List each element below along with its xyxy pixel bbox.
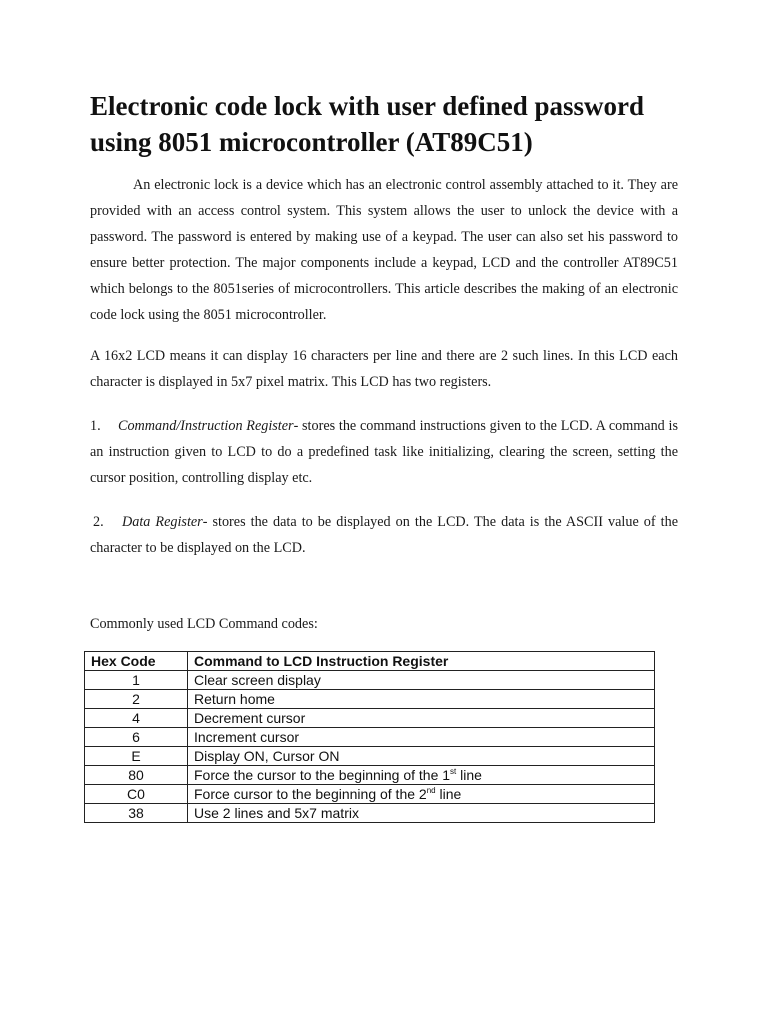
register-name: Data Register xyxy=(122,514,203,530)
hex-code-cell: E xyxy=(85,747,188,766)
command-text: Decrement cursor xyxy=(194,710,306,726)
column-header-hex-code: Hex Code xyxy=(85,652,188,671)
ordinal-superscript: nd xyxy=(426,786,436,795)
register-name: Command/Instruction Register xyxy=(118,418,294,434)
table-row xyxy=(85,747,655,766)
table-row xyxy=(85,728,655,747)
command-text: Increment cursor xyxy=(194,729,300,745)
register-item-command xyxy=(90,413,678,491)
register-number: 1. xyxy=(90,418,101,434)
command-text: Force cursor to the beginning of the 2 xyxy=(194,786,427,802)
intro-paragraph: An electronic lock is a device which has an electronic control assembly attached to it. They are provided with an access control system. This system allows the user to unlock the device with a password. The password is entered by making use of a keypad. The user can also set his password to ensure better protection. The major components include a keypad, LCD and the controller AT89C51 which belongs to the 8051series of microcontrollers. This article describes the making of an electronic code lock using the 8051 microcontroller. xyxy=(90,177,678,323)
hex-code-cell: 4 xyxy=(85,709,188,728)
table-row xyxy=(85,709,655,728)
table-header-row xyxy=(85,652,655,671)
register-description: - stores the command instructions given to the LCD. A command is an instruction given to LCD to do a predefined task like initializing, clearing the screen, setting the cursor position, controlling display etc. xyxy=(90,418,678,486)
table-row xyxy=(85,804,655,823)
document-title: Electronic code lock with user defined password using 8051 microcontroller (AT89C51) xyxy=(90,91,645,157)
register-description: - stores the data to be displayed on the LCD. The data is the ASCII value of the character to be displayed on the LCD. xyxy=(90,514,678,556)
command-cell xyxy=(188,690,655,709)
lcd-command-table xyxy=(84,651,655,823)
hex-code-cell: 2 xyxy=(85,690,188,709)
ordinal-superscript: st xyxy=(450,767,457,776)
command-cell xyxy=(188,785,655,804)
hex-code-cell: 38 xyxy=(85,804,188,823)
command-text: Clear screen display xyxy=(194,672,321,688)
table-caption: Commonly used LCD Command codes: xyxy=(90,616,318,632)
hex-code-cell: 1 xyxy=(85,671,188,690)
hex-code-cell: C0 xyxy=(85,785,188,804)
table-row xyxy=(85,690,655,709)
command-cell xyxy=(188,709,655,728)
column-header-command: Command to LCD Instruction Register xyxy=(188,652,655,671)
command-cell xyxy=(188,766,655,785)
command-cell xyxy=(188,728,655,747)
table-row xyxy=(85,671,655,690)
table-body xyxy=(85,671,655,823)
hex-code-cell: 6 xyxy=(85,728,188,747)
hex-code-cell: 80 xyxy=(85,766,188,785)
command-suffix: line xyxy=(456,767,482,783)
command-cell xyxy=(188,804,655,823)
command-text: Display ON, Cursor ON xyxy=(194,748,340,764)
command-text: Use 2 lines and 5x7 matrix xyxy=(194,805,359,821)
register-number: 2. xyxy=(93,514,104,530)
command-text: Force the cursor to the beginning of the 1 xyxy=(194,767,451,783)
lcd-paragraph: A 16x2 LCD means it can display 16 characters per line and there are 2 such lines. In this LCD each character is displayed in 5x7 pixel matrix. This LCD has two registers. xyxy=(90,348,678,390)
register-item-data xyxy=(90,509,678,561)
command-cell xyxy=(188,747,655,766)
command-suffix: line xyxy=(435,786,462,802)
table-row xyxy=(85,785,655,804)
table-row xyxy=(85,766,655,785)
command-cell xyxy=(188,671,655,690)
command-text: Return home xyxy=(194,691,275,707)
